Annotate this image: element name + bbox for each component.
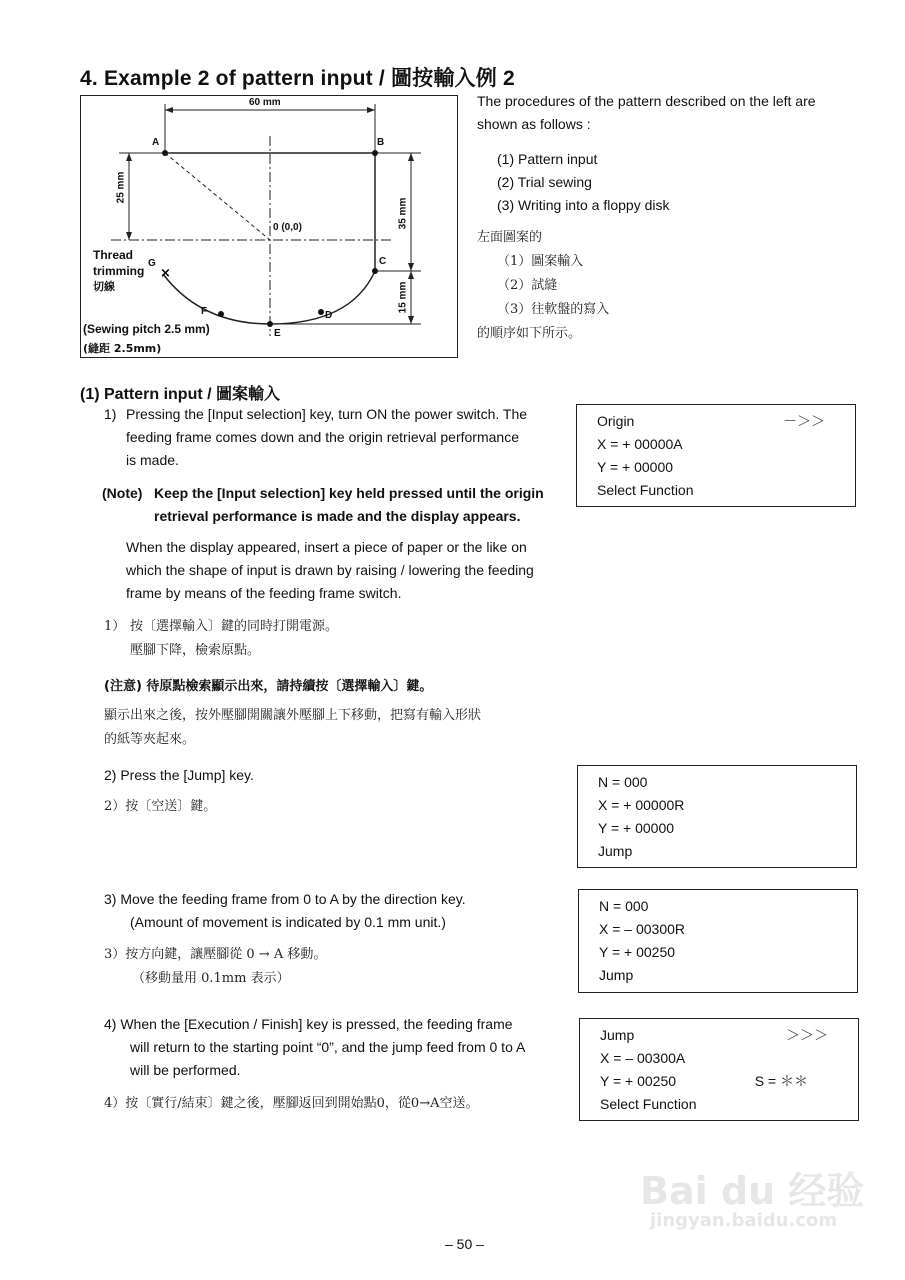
list-item: (1) Pattern input — [497, 151, 598, 167]
step4-cn-text: 4）按〔實行/結束〕鍵之後，壓腳返回到開始點0，從0→A空送。 — [104, 1096, 479, 1111]
step3-cn-text: 3）按方向鍵，讓壓腳從 0 → A 移動。 （移動量用 0.1mm 表示） — [104, 947, 327, 986]
lcd-display-jump-1: N = 000 X = + 00000R Y = + 00000 Jump — [577, 765, 857, 868]
note-text: Keep the [Input selection] key held pressed until the origin retrieval performance is made and the display appears. — [154, 485, 544, 524]
thread-trim-label: Thread trimming 切線 — [93, 248, 145, 293]
step1-text: Pressing the [Input selection] key, turn ON the power switch. The feeding frame comes down and the origin retrieval performance is made. — [126, 406, 528, 468]
section-title: (1) Pattern input / 圖案輸入 — [80, 386, 281, 403]
step2-text: 2) Press the [Jump] key. — [104, 767, 254, 783]
dim-right-lower-label: 15 mm — [397, 281, 409, 314]
intro-cn-title: 左面圖案的 — [477, 230, 543, 245]
step1-cn-paragraph: 顯示出來之後，按外壓腳開關讓外壓腳上下移動，把寫有輸入形狀 的紙等夾起來。 — [104, 708, 482, 747]
watermark-url: jingyan.baidu.com — [650, 1210, 838, 1231]
origin-label: 0 (0,0) — [273, 222, 302, 233]
dim-left-label: 25 mm — [115, 171, 127, 204]
step1-cn-number: 1） — [104, 619, 126, 634]
note-label: (Note) — [102, 485, 143, 501]
point-b-label: B — [377, 137, 385, 148]
lcd-display-origin: Origin －＞＞ X = + 00000A Y = + 00000 Select Function — [576, 404, 856, 507]
point-a-label: A — [152, 137, 160, 148]
point-g-label: G — [148, 258, 156, 269]
page-number: – 50 – — [445, 1236, 484, 1252]
svg-text:×: × — [160, 266, 171, 281]
list-item: （2）試縫 — [497, 278, 558, 293]
list-item: （1）圖案輸入 — [497, 254, 584, 269]
sewing-pitch-cn-label: (縫距 2.5mm) — [83, 342, 162, 355]
intro-cn-list — [497, 250, 609, 322]
point-e-label: E — [274, 328, 281, 339]
sewing-pitch-label: (Sewing pitch 2.5 mm) — [83, 322, 210, 336]
step1-cn-note: (注意) 待原點檢索顯示出來，請持續按〔選擇輸入〕鍵。 — [104, 679, 433, 694]
page-title: 4. Example 2 of pattern input / 圖按輸入例 2 — [80, 67, 515, 90]
step1-cn-text: 按〔選擇輸入〕鍵的同時打開電源。 壓腳下降，檢索原點。 — [130, 619, 339, 658]
step1-number: 1) — [104, 406, 117, 422]
watermark-logo: Bai du 经验 — [640, 1169, 865, 1213]
step3-text: 3) Move the feeding frame from 0 to A by the direction key. (Amount of movement is indicated by 0.1 mm unit.) — [104, 891, 466, 930]
step4-text: 4) When the [Execution / Finish] key is pressed, the feeding frame will return to the starting point “0”, and the jump feed from 0 to A will be performed. — [104, 1016, 526, 1078]
dim-right-upper-label: 35 mm — [397, 197, 409, 230]
lcd-display-jump-2: N = 000 X = – 00300R Y = + 00250 Jump — [578, 889, 858, 993]
lcd-display-jump-execute: Jump ＞＞＞ X = – 00300A Y = + 00250 S = ＊＊ Select Function — [579, 1018, 859, 1121]
list-item: (2) Trial sewing — [497, 174, 592, 190]
intro-list — [497, 148, 669, 217]
point-c-label: C — [379, 256, 387, 267]
list-item: (3) Writing into a floppy disk — [497, 197, 670, 213]
dim-top-label: 60 mm — [249, 97, 281, 108]
point-d-label: D — [325, 310, 333, 321]
step2-cn-text: 2）按〔空送〕鍵。 — [104, 799, 217, 814]
step1-paragraph: When the display appeared, insert a piece of paper or the like on which the shape of input is drawn by raising / lowering the feeding frame by means of the feeding frame switch. — [126, 539, 534, 601]
intro-text: The procedures of the pattern described on the left are shown as follows : — [477, 93, 816, 132]
intro-cn-end: 的順序如下所示。 — [477, 326, 582, 341]
list-item: （3）往軟盤的寫入 — [497, 302, 610, 317]
pattern-diagram — [80, 95, 458, 358]
point-f-label: F — [201, 306, 208, 317]
